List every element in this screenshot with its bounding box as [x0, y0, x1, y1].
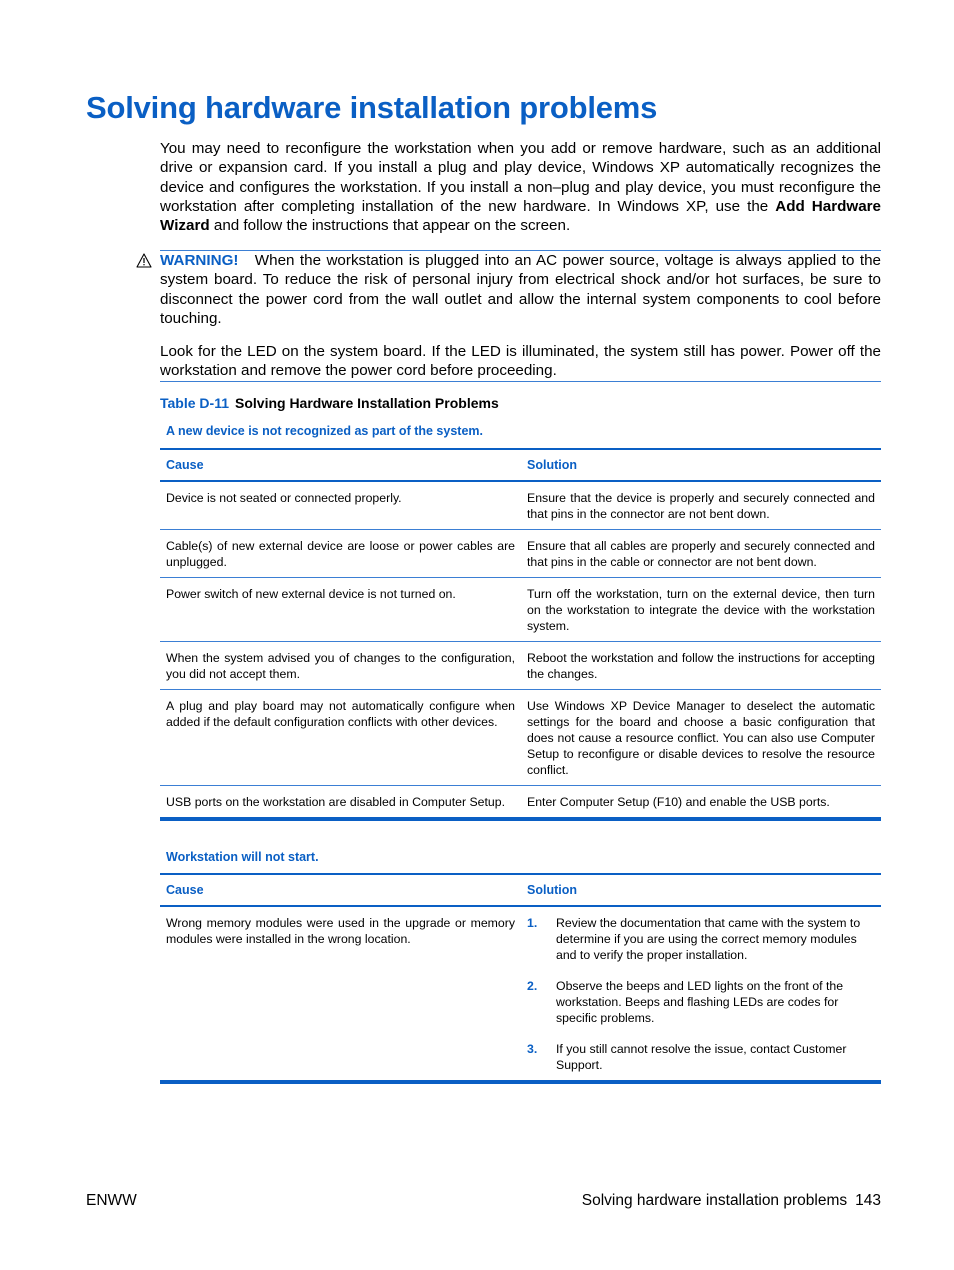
list-item — [527, 1041, 875, 1073]
intro-text-1: You may need to reconfigure the workstation when you add or remove hardware, such as an additional drive or expansion card. If you install a plug and play device, Windows XP automatically recognizes the device and configures the workstation. If you install a non–plug and play device, you must reconfigure the workstation after completing installation of the new hardware. In Windows XP, use the — [160, 140, 881, 215]
table1-col-cause: Cause — [166, 458, 204, 472]
table-row — [160, 907, 881, 1080]
warning-paragraph — [160, 251, 881, 328]
page-title: Solving hardware installation problems — [86, 90, 658, 125]
warning-triangle-icon — [136, 253, 152, 268]
table-row — [160, 642, 881, 690]
table2-col-cause: Cause — [166, 883, 204, 897]
row-cause: Cable(s) of new external device are loose or power cables are unplugged. — [166, 539, 515, 569]
list-item — [527, 915, 875, 963]
table-row — [160, 482, 881, 530]
warning-text: When the workstation is plugged into an AC power source, voltage is always applied to the system board. To reduce the risk of personal injury from electrical shock and/or hot surfaces, be sure to disconnect the power cord from the wall outlet and allow the internal system components to cool before touching. — [160, 252, 881, 327]
warning-label: WARNING! — [160, 252, 239, 269]
step-number: 1. — [527, 916, 538, 930]
intro-text-2: and follow the instructions that appear on the screen. — [209, 217, 571, 235]
step-text: Review the documentation that came with the system to determine if you are using the correct memory modules and to verify the proper installation. — [556, 916, 861, 962]
table1-col-solution: Solution — [527, 458, 577, 472]
table-caption — [160, 395, 499, 411]
row-cause: A plug and play board may not automatically configure when added if the default configuration conflicts with other devices. — [166, 699, 515, 729]
solution-steps — [527, 915, 875, 1073]
row-cause: When the system advised you of changes to the configuration, you did not accept them. — [166, 651, 515, 681]
table-row — [160, 578, 881, 642]
add-hardware-wizard-term: Add Hardware Wizard — [160, 197, 881, 235]
warning-bottom-rule — [160, 381, 881, 382]
list-item — [527, 978, 875, 1026]
step-number: 3. — [527, 1042, 538, 1056]
footer-right — [582, 1192, 881, 1210]
table1 — [160, 448, 881, 821]
table-row — [160, 530, 881, 578]
table-title: Solving Hardware Installation Problems — [235, 395, 499, 411]
table2-header-row — [160, 875, 881, 907]
row-cause: Power switch of new external device is not turned on. — [166, 587, 456, 601]
table-row — [160, 690, 881, 786]
step-number: 2. — [527, 979, 538, 993]
row-cause: Wrong memory modules were used in the upgrade or memory modules were installed in the wrong location. — [166, 916, 515, 946]
footer-left: ENWW — [86, 1192, 137, 1209]
row-cause: USB ports on the workstation are disabled in Computer Setup. — [166, 795, 506, 809]
table1-header-row — [160, 450, 881, 482]
row-solution: Enter Computer Setup (F10) and enable the USB ports. — [527, 795, 830, 809]
page-number: 143 — [855, 1192, 881, 1209]
row-solution: Ensure that all cables are properly and securely connected and that pins in the cable or connector are not bent down. — [527, 539, 875, 569]
table2-heading: Workstation will not start. — [166, 850, 319, 864]
step-text: If you still cannot resolve the issue, contact Customer Support. — [556, 1042, 847, 1072]
row-cause: Device is not seated or connected properly. — [166, 491, 402, 505]
table-number: Table D-11 — [160, 395, 229, 411]
table-row — [160, 786, 881, 817]
intro-paragraph — [160, 139, 881, 235]
table2-col-solution: Solution — [527, 883, 577, 897]
table2 — [160, 873, 881, 1084]
row-solution — [521, 907, 881, 1080]
row-solution: Ensure that the device is properly and securely connected and that pins in the connector are not bent down. — [527, 491, 875, 521]
led-paragraph: Look for the LED on the system board. If the LED is illuminated, the system still has power. Power off the workstation and remove the power cord before proceeding. — [160, 343, 881, 380]
row-solution: Use Windows XP Device Manager to deselect the automatic settings for the board and choose a basic configuration that does not cause a resource conflict. You can also use Computer Setup to reconfigure or disable devices to resolve the resource conflict. — [527, 699, 875, 777]
row-solution: Reboot the workstation and follow the instructions for accepting the changes. — [527, 651, 875, 681]
step-text: Observe the beeps and LED lights on the front of the workstation. Beeps and flashing LEDs are codes for specific problems. — [556, 979, 844, 1025]
footer-section-title: Solving hardware installation problems — [581, 1192, 848, 1209]
row-solution: Turn off the workstation, turn on the external device, then turn on the workstation to integrate the device with the workstation system. — [527, 587, 875, 633]
table1-heading: A new device is not recognized as part of the system. — [166, 424, 483, 438]
